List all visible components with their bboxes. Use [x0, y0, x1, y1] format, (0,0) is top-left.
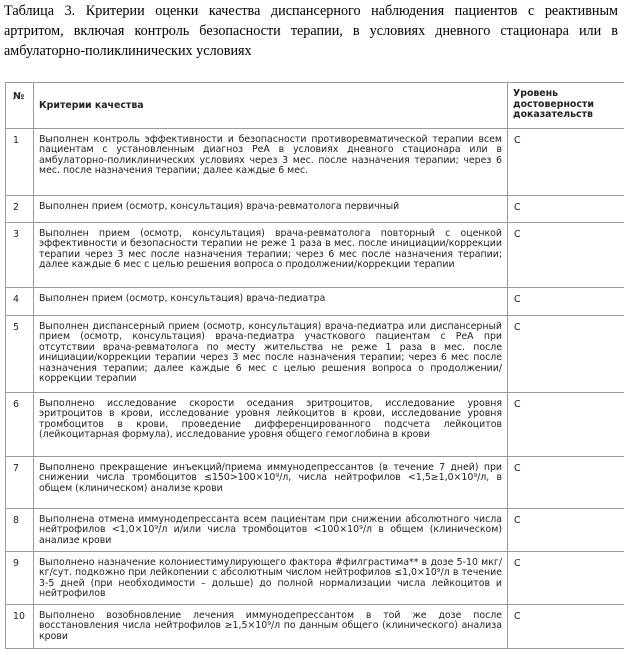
- row-criteria: Выполнено назначение колониестимулирующего фактора #филграстима** в дозе 5-10 мкг/кг/сут. подкожно при лейкопении с абсолютным числом нейтрофилов ≤1,0×10⁹/л в течение 3-5 дней (при необходимости – дольше) до полной нормализации числа лейкоцитов и нейтрофилов: [34, 552, 508, 605]
- row-number: 2: [6, 196, 34, 223]
- row-number: 10: [6, 605, 34, 649]
- row-evidence-level: С: [508, 129, 624, 196]
- row-criteria: Выполнено прекращение инъекций/приема иммунодепрессантов (в течение 7 дней) при снижении числа тромбоцитов ≤150>100×10⁹/л, числа нейтрофилов <1,5≥1,0×10⁹/л, в общем (клиническом) анализе крови: [34, 457, 508, 509]
- row-evidence-level: С: [508, 509, 624, 552]
- row-criteria: Выполнен прием (осмотр, консультация) врача-педиатра: [34, 288, 508, 316]
- header-row: [6, 83, 624, 129]
- row-criteria: Выполнен контроль эффективности и безопасности противоревматической терапии всем пациентам с установленным диагноз РеА в условиях дневного стационара или в амбулаторно-поликлинических условиях через 3 мес. после назначения терапии; через 6 мес. после назначения терапии; далее каждые 6 мес.: [34, 129, 508, 196]
- table-row: [6, 552, 624, 605]
- row-number: 9: [6, 552, 34, 605]
- table-row: [6, 288, 624, 316]
- table-row: [6, 129, 624, 196]
- row-criteria: Выполнено возобновление лечения иммунодепрессантом в той же дозе после восстановления числа нейтрофилов ≥1,5×10⁹/л по данным общего (клинического) анализа крови: [34, 605, 508, 649]
- row-criteria: Выполнен прием (осмотр, консультация) врача-ревматолога повторный с оценкой эффективности и безопасности терапии не реже 1 раза в мес. после инициации/коррекции терапии через 3 мес после назначения терапии; через 6 мес после назначения терапии; далее каждые 6 мес с целью решения вопроса о продолжении/коррекции терапии: [34, 223, 508, 288]
- row-evidence-level: С: [508, 316, 624, 393]
- table-body: [6, 129, 624, 649]
- row-evidence-level: С: [508, 552, 624, 605]
- header-number: №: [6, 83, 34, 129]
- row-number: 8: [6, 509, 34, 552]
- header-evidence-level: Уровень достоверности доказательств: [508, 83, 624, 129]
- row-evidence-level: С: [508, 196, 624, 223]
- row-number: 3: [6, 223, 34, 288]
- table-row: [6, 223, 624, 288]
- row-number: 1: [6, 129, 34, 196]
- row-criteria: Выполнен прием (осмотр, консультация) врача-ревматолога первичный: [34, 196, 508, 223]
- header-criteria: Критерии качества: [34, 83, 508, 129]
- row-evidence-level: С: [508, 223, 624, 288]
- row-evidence-level: С: [508, 457, 624, 509]
- table-row: [6, 509, 624, 552]
- row-evidence-level: С: [508, 288, 624, 316]
- row-number: 7: [6, 457, 34, 509]
- row-number: 6: [6, 393, 34, 457]
- table-row: [6, 393, 624, 457]
- row-number: 5: [6, 316, 34, 393]
- table-row: [6, 605, 624, 649]
- table-row: [6, 196, 624, 223]
- table-header: [6, 83, 624, 129]
- table-caption: Таблица 3. Критерии оценки качества диспансерного наблюдения пациентов с реактивным артритом, включая контроль безопасности терапии, в условиях дневного стационара или в амбулаторно-поликлинических условиях: [4, 3, 618, 59]
- row-number: 4: [6, 288, 34, 316]
- table-row: [6, 457, 624, 509]
- quality-criteria-table: [5, 82, 624, 649]
- row-criteria: Выполнена отмена иммунодепрессанта всем пациентам при снижении абсолютного числа нейтрофилов <1,0×10⁹/л и/или числа тромбоцитов <100×10⁹/л в общем (клиническом) анализе крови: [34, 509, 508, 552]
- table-row: [6, 316, 624, 393]
- row-criteria: Выполнен диспансерный прием (осмотр, консультация) врача-педиатра или диспансерный прием (осмотр, консультация) врача-педиатра участкового пациентам с РеА при отсутствии врача-ревматолога по месту жительства не реже 1 раза в мес. после инициации/коррекции терапии через 3 мес после назначения терапии; через 6 мес после назначения терапии; далее каждые 6 мес с целью решения вопроса о продолжении/коррекции терапии: [34, 316, 508, 393]
- row-criteria: Выполнено исследование скорости оседания эритроцитов, исследование уровня эритроцитов в крови, исследование уровня лейкоцитов в крови, исследование уровня тромбоцитов в крови, проведение дифференцированного подсчета лейкоцитов (лейкоцитарная формула), исследование уровня общего гемоглобина в крови: [34, 393, 508, 457]
- row-evidence-level: С: [508, 393, 624, 457]
- row-evidence-level: С: [508, 605, 624, 649]
